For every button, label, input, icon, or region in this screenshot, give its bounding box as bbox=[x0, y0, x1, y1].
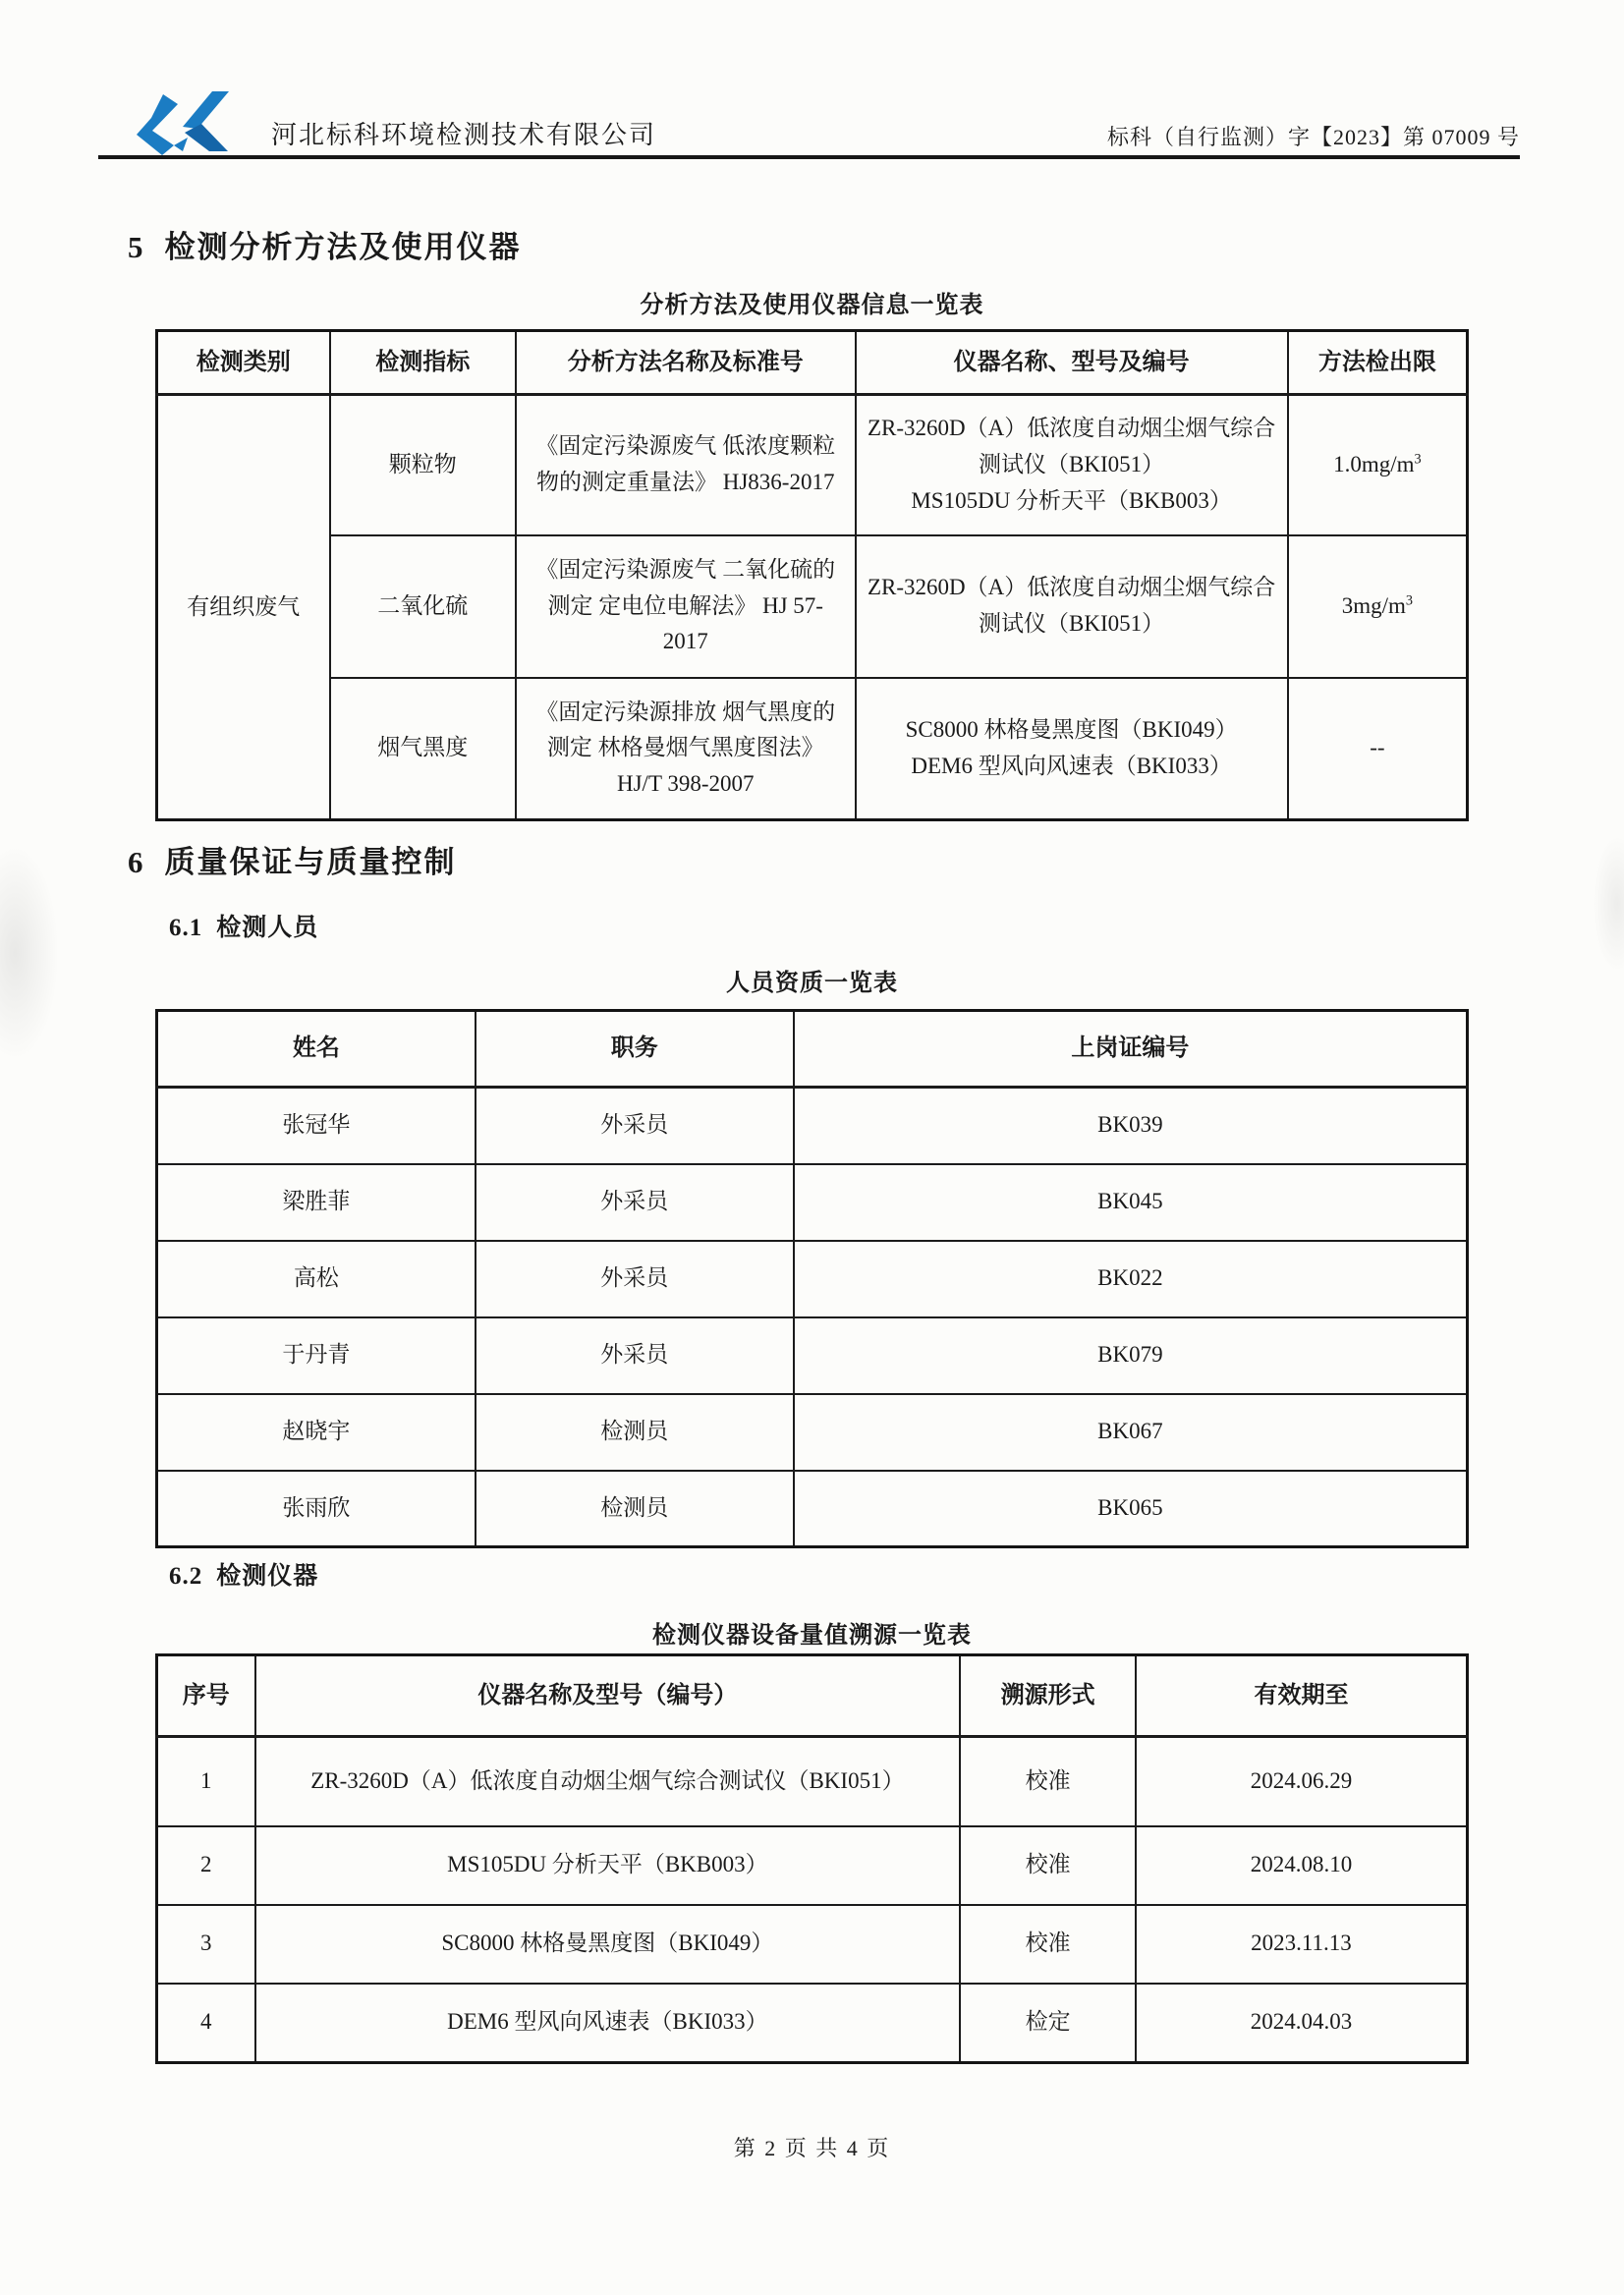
cert-cell: BK022 bbox=[794, 1241, 1468, 1317]
index-cell: 4 bbox=[157, 1984, 255, 2063]
role-cell: 外采员 bbox=[476, 1241, 794, 1317]
table-row bbox=[157, 535, 1468, 678]
indicator-cell: 烟气黑度 bbox=[330, 678, 516, 820]
cert-cell: BK045 bbox=[794, 1164, 1468, 1241]
table-header-row bbox=[157, 331, 1468, 395]
trace-cell: 检定 bbox=[960, 1984, 1136, 2063]
name-cell: 于丹青 bbox=[157, 1317, 476, 1394]
subsection-62-heading bbox=[169, 1556, 318, 1592]
page-header bbox=[128, 84, 1520, 155]
scan-smudge bbox=[1593, 835, 1624, 973]
trace-cell: 校准 bbox=[960, 1905, 1136, 1984]
index-cell: 2 bbox=[157, 1826, 255, 1905]
company-name: 河北标科环境检测技术有限公司 bbox=[271, 121, 657, 149]
role-cell: 检测员 bbox=[476, 1394, 794, 1471]
table-row bbox=[157, 1737, 1468, 1826]
method-table bbox=[155, 329, 1469, 821]
subsection-number: 6.1 bbox=[169, 915, 203, 941]
role-cell: 外采员 bbox=[476, 1088, 794, 1164]
name-cell: 张冠华 bbox=[157, 1088, 476, 1164]
column-header: 分析方法名称及标准号 bbox=[516, 331, 856, 395]
doc-number: 标科（自行监测）字【2023】第 07009 号 bbox=[1106, 125, 1520, 149]
column-header: 溯源形式 bbox=[960, 1655, 1136, 1737]
instrument-line: DEM6 型风向风速表（BKI033） bbox=[911, 753, 1232, 778]
personnel-table bbox=[155, 1009, 1469, 1548]
device-cell: DEM6 型风向风速表（BKI033） bbox=[255, 1984, 961, 2063]
method-table-caption: 分析方法及使用仪器信息一览表 bbox=[640, 293, 984, 318]
name-cell: 赵晓宇 bbox=[157, 1394, 476, 1471]
role-cell: 外采员 bbox=[476, 1317, 794, 1394]
method-cell: 《固定污染源废气 低浓度颗粒物的测定重量法》 HJ836-2017 bbox=[516, 395, 856, 535]
role-cell: 外采员 bbox=[476, 1164, 794, 1241]
subsection-number: 6.2 bbox=[169, 1563, 203, 1590]
table-row bbox=[157, 1826, 1468, 1905]
expiry-cell: 2024.08.10 bbox=[1136, 1826, 1468, 1905]
instrument-cell bbox=[856, 535, 1288, 678]
table-row bbox=[157, 395, 1468, 535]
instrument-cell bbox=[856, 395, 1288, 535]
table-row bbox=[157, 1905, 1468, 1984]
subsection-title: 检测仪器 bbox=[216, 1563, 319, 1590]
column-header: 姓名 bbox=[157, 1011, 476, 1088]
instrument-line: SC8000 林格曼黑度图（BKI049） bbox=[905, 716, 1238, 742]
cert-cell: BK039 bbox=[794, 1088, 1468, 1164]
section-title: 检测分析方法及使用仪器 bbox=[164, 230, 522, 264]
table-header-row bbox=[157, 1655, 1468, 1737]
device-cell: SC8000 林格曼黑度图（BKI049） bbox=[255, 1905, 961, 1984]
indicator-cell: 二氧化硫 bbox=[330, 535, 516, 678]
indicator-cell: 颗粒物 bbox=[330, 395, 516, 535]
index-cell: 3 bbox=[157, 1905, 255, 1984]
column-header: 有效期至 bbox=[1136, 1655, 1468, 1737]
header-brand bbox=[128, 86, 656, 155]
table-row bbox=[157, 678, 1468, 820]
category-cell: 有组织废气 bbox=[157, 395, 330, 820]
device-cell: ZR-3260D（A）低浓度自动烟尘烟气综合测试仪（BKI051） bbox=[255, 1737, 961, 1826]
instrument-line: ZR-3260D（A）低浓度自动烟尘烟气综合测试仪（BKI051） bbox=[867, 416, 1276, 476]
bk-logo-icon bbox=[128, 86, 257, 155]
name-cell: 梁胜菲 bbox=[157, 1164, 476, 1241]
column-header: 检测指标 bbox=[330, 331, 516, 395]
section5-heading bbox=[128, 222, 522, 266]
table-row bbox=[157, 1984, 1468, 2063]
personnel-table-caption: 人员资质一览表 bbox=[726, 971, 898, 996]
trace-cell: 校准 bbox=[960, 1826, 1136, 1905]
index-cell: 1 bbox=[157, 1737, 255, 1826]
instrument-table bbox=[155, 1653, 1469, 2064]
cert-cell: BK065 bbox=[794, 1471, 1468, 1547]
device-cell: MS105DU 分析天平（BKB003） bbox=[255, 1826, 961, 1905]
column-header: 上岗证编号 bbox=[794, 1011, 1468, 1088]
subsection-title: 检测人员 bbox=[216, 915, 319, 941]
instrument-table-caption: 检测仪器设备量值溯源一览表 bbox=[652, 1623, 972, 1649]
instrument-line: MS105DU 分析天平（BKB003） bbox=[911, 487, 1232, 513]
section-number: 6 bbox=[128, 845, 145, 879]
table-header-row bbox=[157, 1011, 1468, 1088]
name-cell: 张雨欣 bbox=[157, 1471, 476, 1547]
page-number: 第 2 页 共 4 页 bbox=[733, 2136, 891, 2160]
column-header: 职务 bbox=[476, 1011, 794, 1088]
expiry-cell: 2024.04.03 bbox=[1136, 1984, 1468, 2063]
expiry-cell: 2024.06.29 bbox=[1136, 1737, 1468, 1826]
limit-cell: $3mg/m^3$ bbox=[1288, 535, 1468, 678]
trace-cell: 校准 bbox=[960, 1737, 1136, 1826]
expiry-cell: 2023.11.13 bbox=[1136, 1905, 1468, 1984]
instrument-line: ZR-3260D（A）低浓度自动烟尘烟气综合测试仪（BKI051） bbox=[867, 575, 1276, 636]
table-row bbox=[157, 1164, 1468, 1241]
column-header: 序号 bbox=[157, 1655, 255, 1737]
table-row bbox=[157, 1241, 1468, 1317]
limit-cell: -- bbox=[1288, 678, 1468, 820]
section6-heading bbox=[128, 837, 457, 881]
limit-cell: $1.0mg/m^3$ bbox=[1288, 395, 1468, 535]
cert-cell: BK067 bbox=[794, 1394, 1468, 1471]
role-cell: 检测员 bbox=[476, 1471, 794, 1547]
section-number: 5 bbox=[128, 230, 145, 264]
table-row bbox=[157, 1471, 1468, 1547]
column-header: 仪器名称及型号（编号） bbox=[255, 1655, 961, 1737]
section-title: 质量保证与质量控制 bbox=[164, 845, 457, 879]
instrument-cell bbox=[856, 678, 1288, 820]
scan-smudge bbox=[0, 845, 59, 1061]
cert-cell: BK079 bbox=[794, 1317, 1468, 1394]
column-header: 检测类别 bbox=[157, 331, 330, 395]
method-cell: 《固定污染源排放 烟气黑度的测定 林格曼烟气黑度图法》HJ/T 398-2007 bbox=[516, 678, 856, 820]
table-row bbox=[157, 1317, 1468, 1394]
table-row bbox=[157, 1394, 1468, 1471]
column-header: 方法检出限 bbox=[1288, 331, 1468, 395]
method-cell: 《固定污染源废气 二氧化硫的测定 定电位电解法》 HJ 57-2017 bbox=[516, 535, 856, 678]
column-header: 仪器名称、型号及编号 bbox=[856, 331, 1288, 395]
name-cell: 高松 bbox=[157, 1241, 476, 1317]
subsection-61-heading bbox=[169, 908, 318, 943]
header-rule bbox=[98, 155, 1520, 159]
table-row bbox=[157, 1088, 1468, 1164]
